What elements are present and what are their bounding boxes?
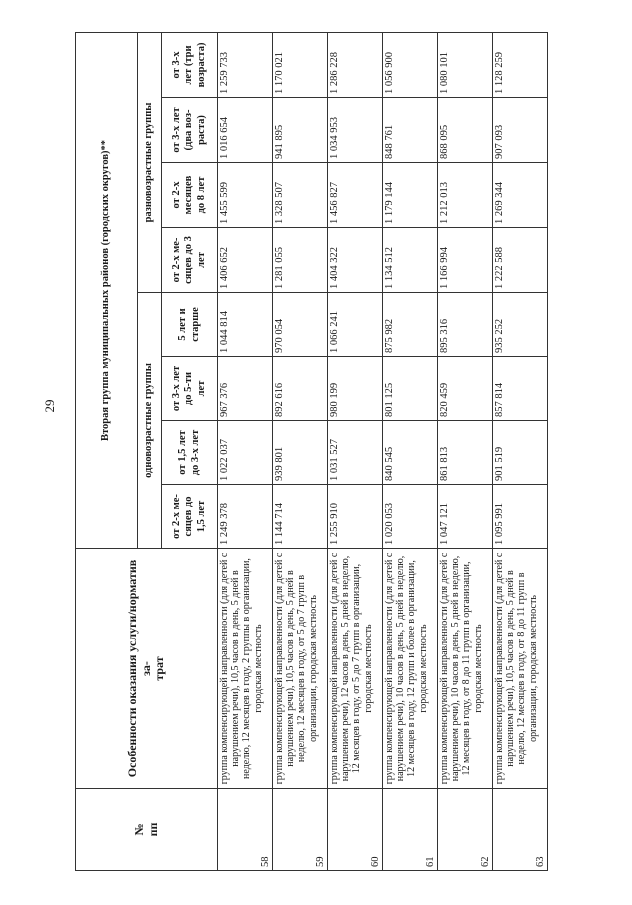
column-header: от 3-х лет до 5-ти лет xyxy=(162,357,218,421)
column-header: 5 лет и старше xyxy=(162,293,218,357)
header-feature: Особенности оказания услуги/норматив за- трат xyxy=(76,549,218,789)
table-row xyxy=(493,32,548,870)
cost-cell: 1 406 652 xyxy=(218,228,273,293)
row-number: 62 xyxy=(438,789,493,871)
cost-cell: 1 269 344 xyxy=(493,163,548,228)
cost-cell: 1 259 733 xyxy=(218,32,273,97)
cost-cell: 1 128 259 xyxy=(493,32,548,97)
cost-cell: 1 212 013 xyxy=(438,163,493,228)
row-description: группа компенсирующей направленности (для детей с нарушением речи), 10 часов в день, 5 дней в неделю, 12 месяцев в году, от 8 до 11 групп в организации, городская местность xyxy=(438,549,493,789)
cost-cell: 875 982 xyxy=(383,293,438,357)
cost-cell: 892 616 xyxy=(273,357,328,421)
cost-cell: 840 545 xyxy=(383,421,438,485)
cost-cell: 895 316 xyxy=(438,293,493,357)
rotated-table-container xyxy=(75,33,585,871)
cost-cell: 901 519 xyxy=(493,421,548,485)
cost-cell: 935 252 xyxy=(493,293,548,357)
cost-cell: 1 066 241 xyxy=(328,293,383,357)
column-header: от 1,5 лет до 3-х лет xyxy=(162,421,218,485)
cost-cell: 1 047 121 xyxy=(438,485,493,549)
cost-cell: 970 054 xyxy=(273,293,328,357)
cost-cell: 1 328 507 xyxy=(273,163,328,228)
table-row xyxy=(383,32,438,870)
row-number: 58 xyxy=(218,789,273,871)
cost-cell: 907 093 xyxy=(493,98,548,163)
cost-cell: 820 459 xyxy=(438,357,493,421)
cost-cell: 1 255 910 xyxy=(328,485,383,549)
cost-cell: 939 801 xyxy=(273,421,328,485)
cost-norms-table xyxy=(75,32,548,871)
cost-cell: 801 125 xyxy=(383,357,438,421)
cost-cell: 1 222 588 xyxy=(493,228,548,293)
cost-cell: 1 056 900 xyxy=(383,32,438,97)
table-row xyxy=(273,32,328,870)
cost-cell: 1 080 101 xyxy=(438,32,493,97)
row-description: группа компенсирующей направленности (для детей с нарушением речи), 10 часов в день, 5 дней в неделю, 12 месяцев в году, 12 групп и более в организации, городская местность xyxy=(383,549,438,789)
cost-cell: 967 376 xyxy=(218,357,273,421)
cost-cell: 1 031 527 xyxy=(328,421,383,485)
row-description: группа компенсирующей направленности (для детей с нарушением речи), 10,5 часов в день, 5 дней в неделю, 12 месяцев в году, от 5 до 7 групп в организации, городская местность xyxy=(273,549,328,789)
table-row xyxy=(328,32,383,870)
cost-cell: 1 166 994 xyxy=(438,228,493,293)
table-row xyxy=(438,32,493,870)
cost-cell: 848 761 xyxy=(383,98,438,163)
column-header: от 2-х ме- сяцев до 1,5 лет xyxy=(162,485,218,549)
column-header: от 2-х ме- сяцев до 3 лет xyxy=(162,228,218,293)
page-number: 29 xyxy=(42,399,57,413)
header-number: № пп xyxy=(76,789,218,871)
row-number: 59 xyxy=(273,789,328,871)
cost-cell: 1 016 654 xyxy=(218,98,273,163)
cost-cell: 1 455 599 xyxy=(218,163,273,228)
cost-cell: 1 034 953 xyxy=(328,98,383,163)
cost-cell: 857 814 xyxy=(493,357,548,421)
column-header: от 3-х лет (два воз- раста) xyxy=(162,98,218,163)
cost-cell: 868 095 xyxy=(438,98,493,163)
cost-cell: 1 095 991 xyxy=(493,485,548,549)
cost-cell: 1 144 714 xyxy=(273,485,328,549)
cost-cell: 1 249 378 xyxy=(218,485,273,549)
row-description: группа компенсирующей направленности (для детей с нарушением речи), 10,5 часов в день, 5 дней в неделю, 12 месяцев в году, от 8 до 11 групп в организации, городская местность xyxy=(493,549,548,789)
row-description: группа компенсирующей направленности (для детей с нарушением речи), 10,5 часов в день, 5 дней в неделю, 12 месяцев в году, 2 группы в организации, городская местность xyxy=(218,549,273,789)
table-row xyxy=(218,32,273,870)
cost-cell: 1 044 814 xyxy=(218,293,273,357)
header-municipal-group: Вторая группа муниципальных районов (городских округов)** xyxy=(76,32,138,548)
cost-cell: 1 134 512 xyxy=(383,228,438,293)
header-single-age-groups: одновозрастные группы xyxy=(138,293,162,549)
row-number: 63 xyxy=(493,789,548,871)
cost-cell: 1 404 322 xyxy=(328,228,383,293)
cost-cell: 980 199 xyxy=(328,357,383,421)
cost-cell: 1 170 021 xyxy=(273,32,328,97)
row-number: 61 xyxy=(383,789,438,871)
cost-cell: 941 895 xyxy=(273,98,328,163)
header-mixed-age-groups: разновозрастные группы xyxy=(138,32,162,292)
column-header: от 2-х месяцев до 8 лет xyxy=(162,163,218,228)
cost-cell: 861 813 xyxy=(438,421,493,485)
column-header: от 3-х лет (три возраста) xyxy=(162,32,218,97)
row-number: 60 xyxy=(328,789,383,871)
row-description: группа компенсирующей направленности (для детей с нарушением речи), 12 часов в день, 5 дней в неделю, 12 месяцев в году, от 5 до 7 групп в организации, городская местность xyxy=(328,549,383,789)
cost-cell: 1 286 228 xyxy=(328,32,383,97)
cost-cell: 1 456 827 xyxy=(328,163,383,228)
cost-cell: 1 020 053 xyxy=(383,485,438,549)
cost-cell: 1 022 037 xyxy=(218,421,273,485)
cost-cell: 1 281 055 xyxy=(273,228,328,293)
cost-cell: 1 179 144 xyxy=(383,163,438,228)
